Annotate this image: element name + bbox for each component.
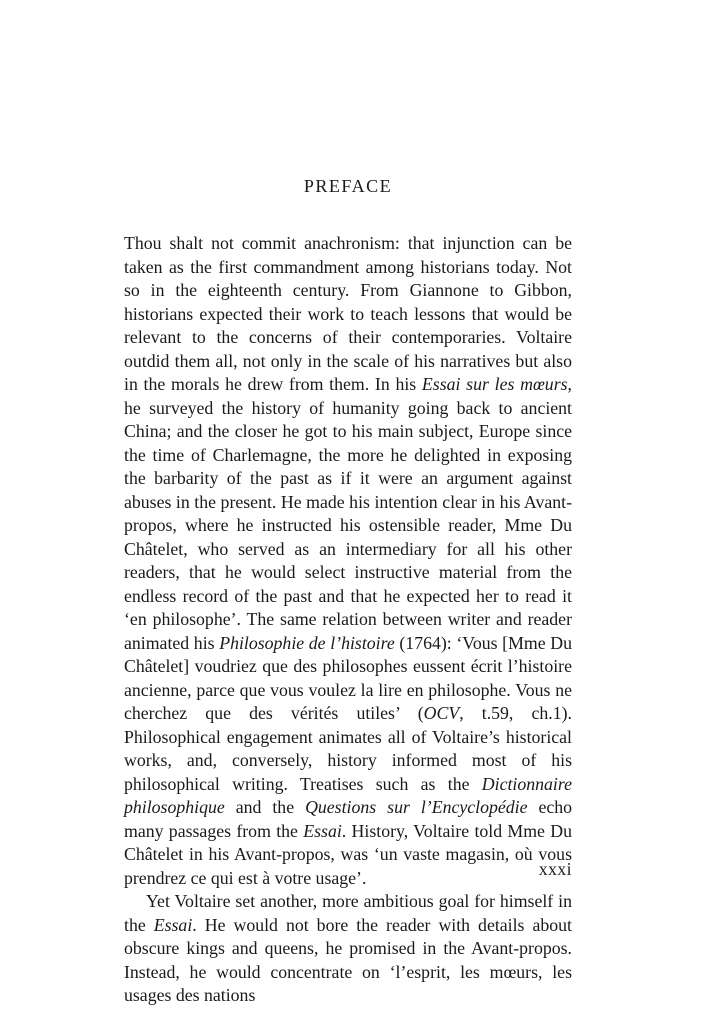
paragraph-1: [124, 232, 572, 890]
text-run: Yet Voltaire set another, more ambitious goal for himself in the: [124, 891, 572, 935]
text-run: . He would not bore the reader with details about obscure kings and queens, he promised in the Avant-propos. Instead, he would concentrate on ‘l’esprit, les mœurs, les usages des nations: [124, 914, 572, 1005]
text-run: , t.59, ch.1). Philosophical engagement animates all of Voltaire’s historical works, and, conversely, history informed most of his philosophical writing. Treatises such as the: [124, 703, 572, 794]
page-number: xxxi: [538, 859, 572, 879]
text-run: and the: [224, 797, 306, 817]
italic-title-essai: Essai: [153, 914, 193, 935]
chapter-heading: PREFACE: [303, 176, 393, 196]
text-run: (1764): ‘Vous [Mme Du Châtelet] voudriez que des philosophes eussent écrit l’histoire ancienne, parce que vous voulez la lire en philosophe. Vous ne cherchez que des vérités utiles’ (: [124, 632, 573, 723]
paragraph-2: [124, 890, 572, 1008]
italic-title-philosophie-de-lhistoire: Philosophie de l’histoire: [219, 632, 395, 653]
italic-abbrev-ocv: OCV: [423, 703, 460, 723]
body-text: [124, 232, 572, 1008]
italic-title-essai-sur-les-moeurs: Essai sur les mœurs: [421, 374, 568, 394]
italic-title-questions-sur-lencyclopedie: Questions sur l’Encyclopédie: [305, 797, 528, 817]
italic-title-essai: Essai: [303, 820, 342, 841]
text-run: echo many passages from the: [124, 797, 573, 841]
text-run: Thou shalt not commit anachronism: that injunction can be taken as the first commandment among historians today. Not so in the eighteenth century. From Giannone to Gibbon, historians expected their work to teach lessons that would be relevant to the concerns of their contemporaries. Voltaire outdid them all, not only in the scale of his narratives but also in the morals he drew from them. In his: [124, 233, 572, 394]
text-run: , he surveyed the history of humanity going back to ancient China; and the closer he got to his main subject, Europe since the time of Charlemagne, the more he delighted in exposing the barbarity of the past as if it were an argument against abuses in the present. He made his intention clear in his Avant-propos, where he instructed his ostensible reader, Mme Du Châtelet, who served as an intermediary for all his other readers, that he would select instructive material from the endless record of the past and that he expected her to read it ‘en philosophe’. The same relation between writer and reader animated his: [124, 374, 572, 653]
italic-title-dictionnaire-philosophique: Dictionnaire philosophique: [124, 773, 572, 817]
text-run: . History, Voltaire told Mme Du Châtelet in his Avant-propos, was ‘un vaste magasin, où vous prendrez ce qui est à votre usage’.: [124, 820, 572, 888]
